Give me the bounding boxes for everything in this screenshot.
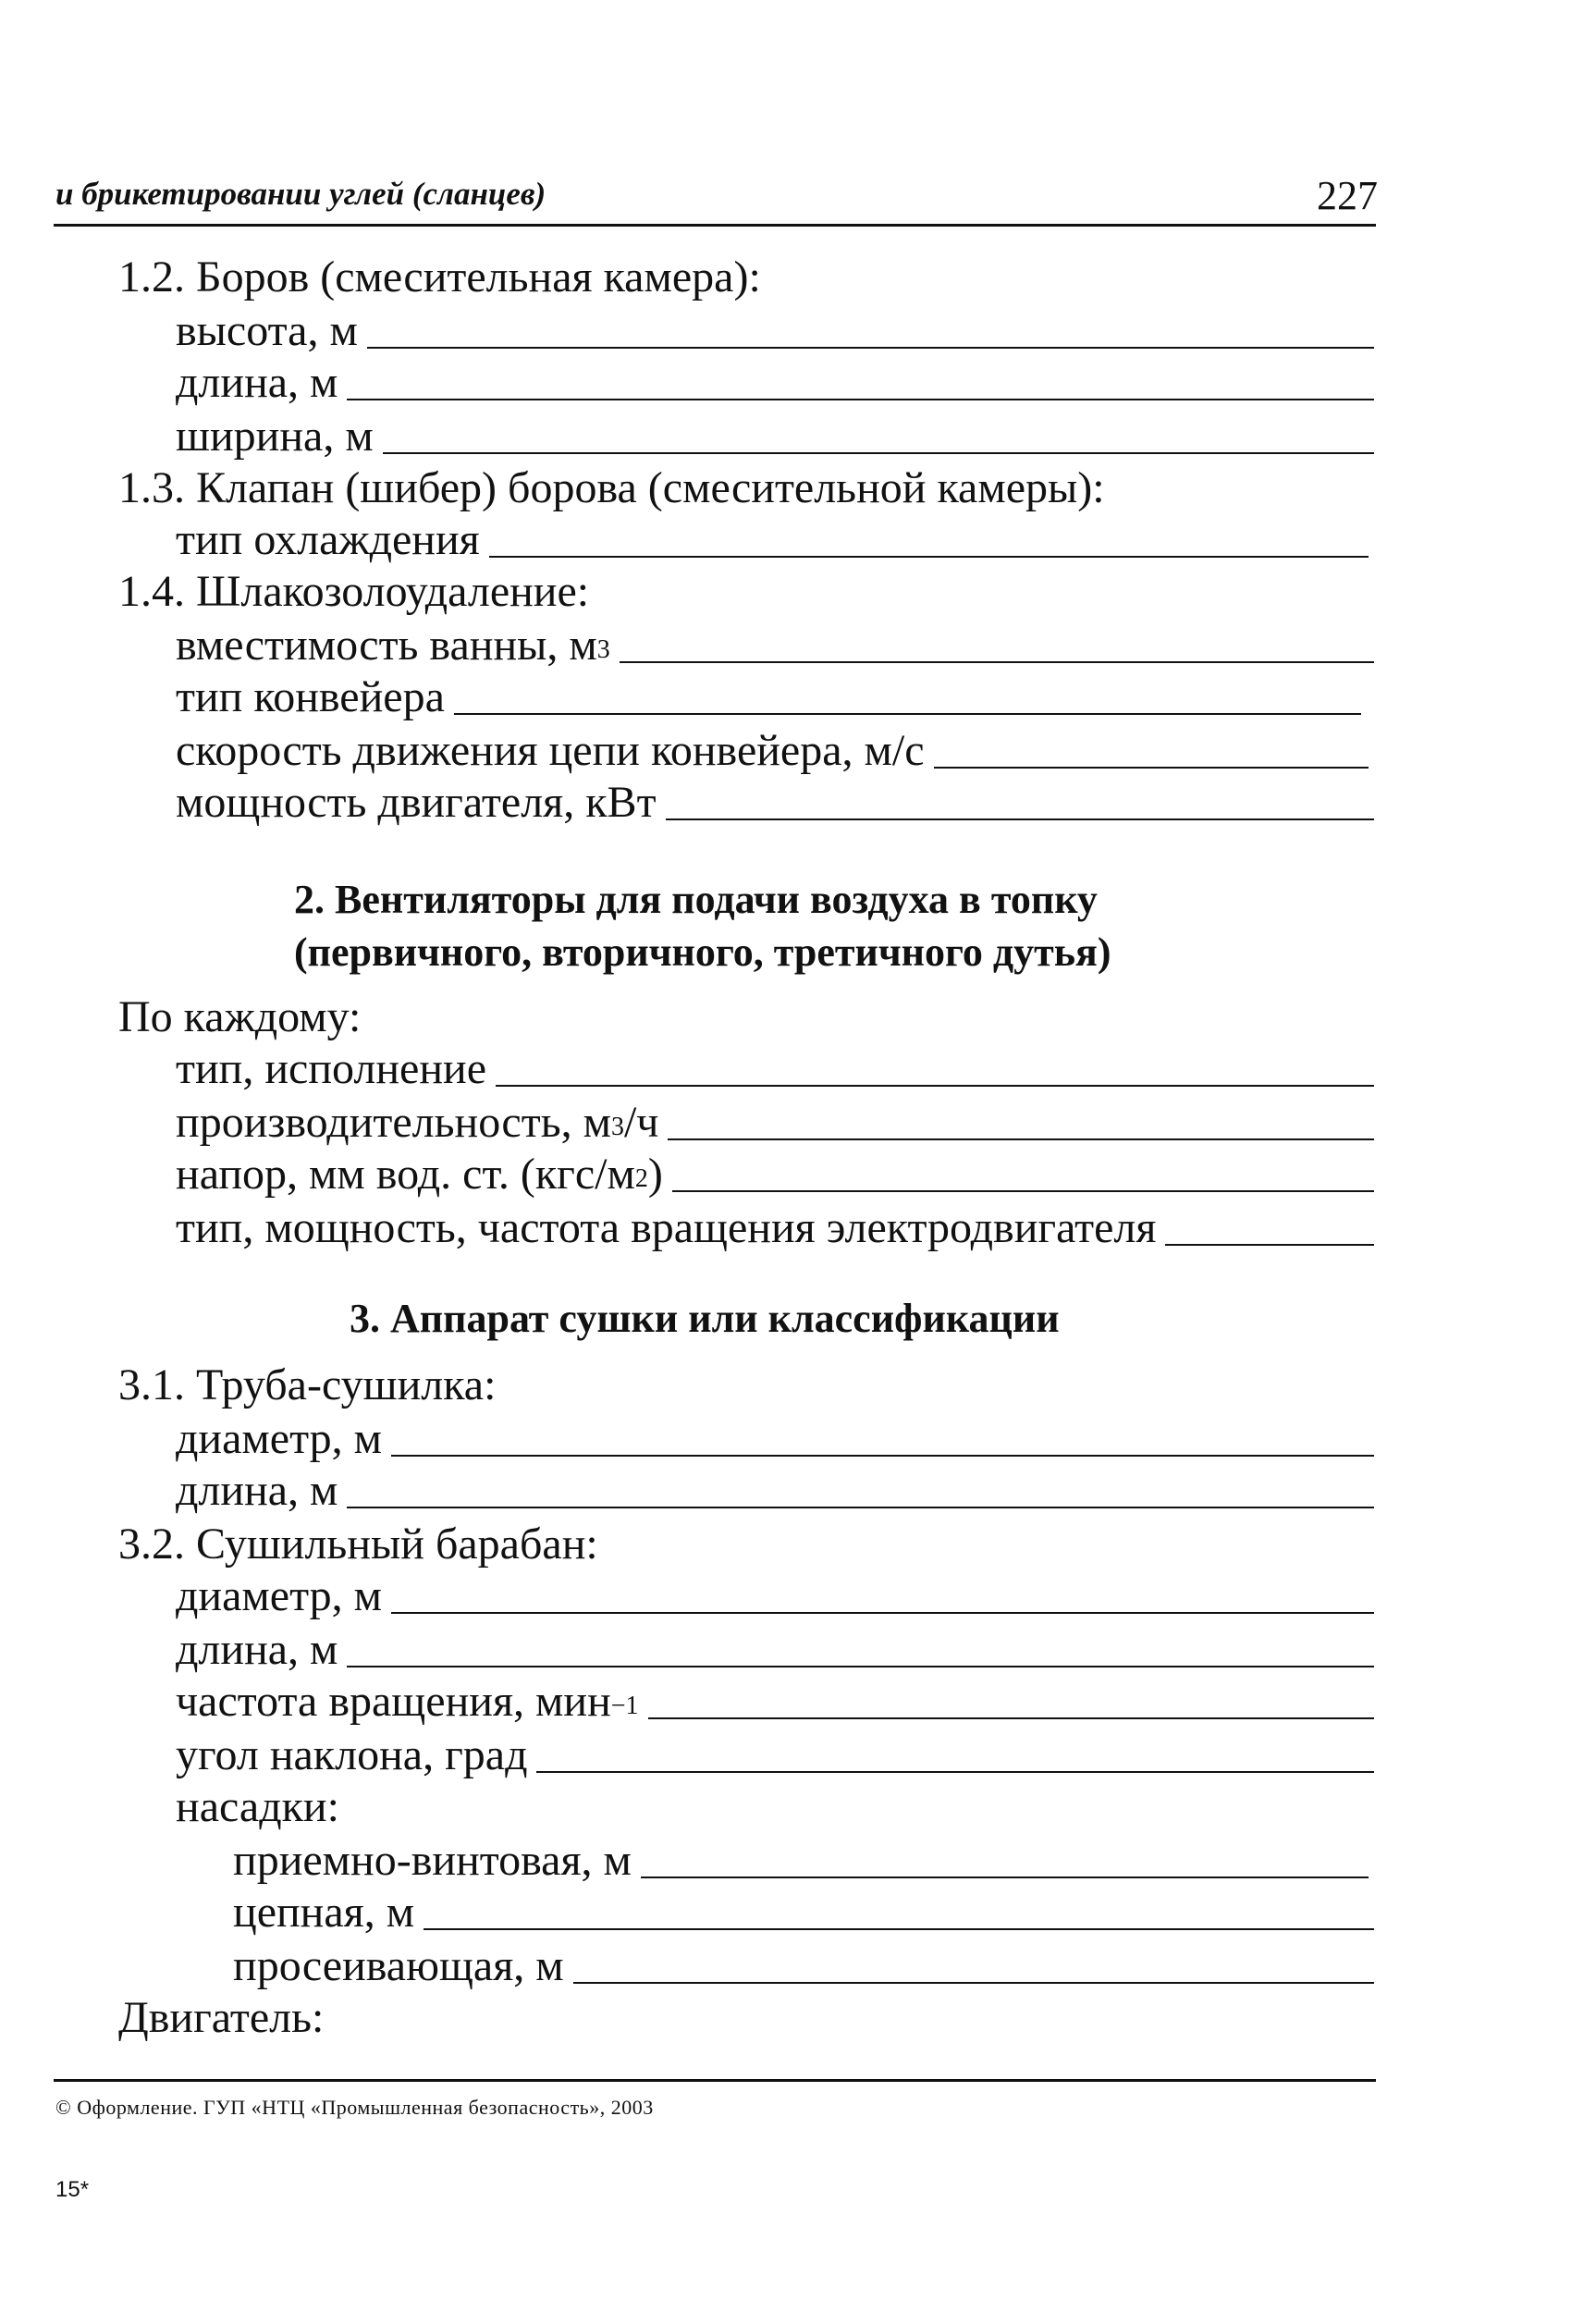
- form-row-t2-diameter: диаметр, м: [176, 1570, 1374, 1622]
- form-row-length: длина, м: [176, 357, 1374, 409]
- pressure-field[interactable]: [672, 1190, 1374, 1192]
- form-row-motor-power: мощность двигателя, кВт: [176, 777, 1374, 829]
- form-row-t1-diameter: диаметр, м: [176, 1413, 1374, 1465]
- height-field[interactable]: [367, 347, 1374, 349]
- chain-speed-field[interactable]: [934, 767, 1369, 769]
- section-1-2-title: 1.2. Боров (смесительная камера):: [118, 252, 761, 301]
- form-row-nozzle-chain: цепная, м: [233, 1887, 1374, 1938]
- t2-length-field[interactable]: [347, 1666, 1374, 1667]
- form-row-conveyor-type: тип конвейера: [176, 671, 1361, 723]
- form-row-bath: вместимость ванны, м $^3$: [176, 620, 1374, 671]
- fan-type-field[interactable]: [496, 1085, 1374, 1087]
- incline-field[interactable]: [536, 1771, 1374, 1773]
- form-row-fan-motor: тип, мощность, частота вращения электродвигателя: [176, 1202, 1374, 1254]
- section-3-heading: 3. Аппарат сушки или классификации: [350, 1296, 1060, 1341]
- nozzle-screw-field[interactable]: [641, 1876, 1369, 1878]
- width-field[interactable]: [383, 452, 1374, 454]
- section-1-3-title: 1.3. Клапан (шибер) борова (смесительной камеры):: [118, 463, 1105, 512]
- form-row-chain-speed: скорость движения цепи конвейера, м/с: [176, 725, 1369, 777]
- form-row-pressure: напор, мм вод. ст. (кгс/м $^2$ ): [176, 1149, 1374, 1200]
- section-2-intro: По каждому:: [118, 992, 362, 1041]
- section-3-1-title: 3.1. Труба-сушилка:: [118, 1360, 497, 1409]
- form-row-t1-length: длина, м: [176, 1465, 1374, 1517]
- section-2-heading: 2. Вентиляторы для подачи воздуха в топку: [294, 877, 1098, 922]
- rotation-field[interactable]: [648, 1717, 1374, 1719]
- nozzle-chain-field[interactable]: [424, 1928, 1374, 1930]
- conveyor-type-field[interactable]: [454, 713, 1361, 715]
- cooling-field[interactable]: [489, 556, 1369, 558]
- form-row-t2-length: длина, м: [176, 1624, 1374, 1676]
- form-row-fan-type: тип, исполнение: [176, 1043, 1374, 1095]
- form-row-nozzle-screw: приемно-винтовая, м: [233, 1835, 1369, 1887]
- form-row-width: ширина, м: [176, 411, 1374, 462]
- form-row-height: высота, м: [176, 305, 1374, 357]
- fan-motor-field[interactable]: [1165, 1244, 1374, 1246]
- header-rule: [54, 224, 1376, 227]
- footer-rule: [54, 2079, 1376, 2082]
- t2-diameter-field[interactable]: [391, 1612, 1374, 1614]
- section-2-subheading: (первичного, вторичного, третичного дутья): [294, 929, 1111, 975]
- length-field[interactable]: [347, 399, 1374, 400]
- engine-label: Двигатель:: [118, 1993, 325, 2042]
- form-row-capacity: производительность, м $^3$ /ч: [176, 1097, 1374, 1149]
- form-row-incline: угол наклона, град: [176, 1729, 1374, 1781]
- section-1-4-title: 1.4. Шлакозолоудаление:: [118, 567, 590, 616]
- running-title: и брикетировании углей (сланцев): [55, 176, 546, 212]
- t1-length-field[interactable]: [347, 1507, 1374, 1508]
- nozzles-label: насадки:: [176, 1782, 339, 1831]
- t1-diameter-field[interactable]: [391, 1455, 1374, 1457]
- form-row-cooling: тип охлаждения: [176, 514, 1369, 566]
- nozzle-sieve-field[interactable]: [573, 1982, 1374, 1984]
- sheet-mark: 15*: [55, 2177, 90, 2202]
- page-number: 227: [1317, 173, 1378, 218]
- section-3-2-title: 3.2. Сушильный барабан:: [118, 1520, 598, 1569]
- motor-power-field[interactable]: [666, 818, 1374, 820]
- copyright-note: © Оформление. ГУП «НТЦ «Промышленная безопасность», 2003: [55, 2096, 654, 2119]
- bath-field[interactable]: [620, 661, 1374, 663]
- capacity-field[interactable]: [668, 1138, 1374, 1140]
- form-row-nozzle-sieve: просеивающая, м: [233, 1940, 1374, 1992]
- form-row-rotation: частота вращения, мин $^{-1}$: [176, 1676, 1374, 1728]
